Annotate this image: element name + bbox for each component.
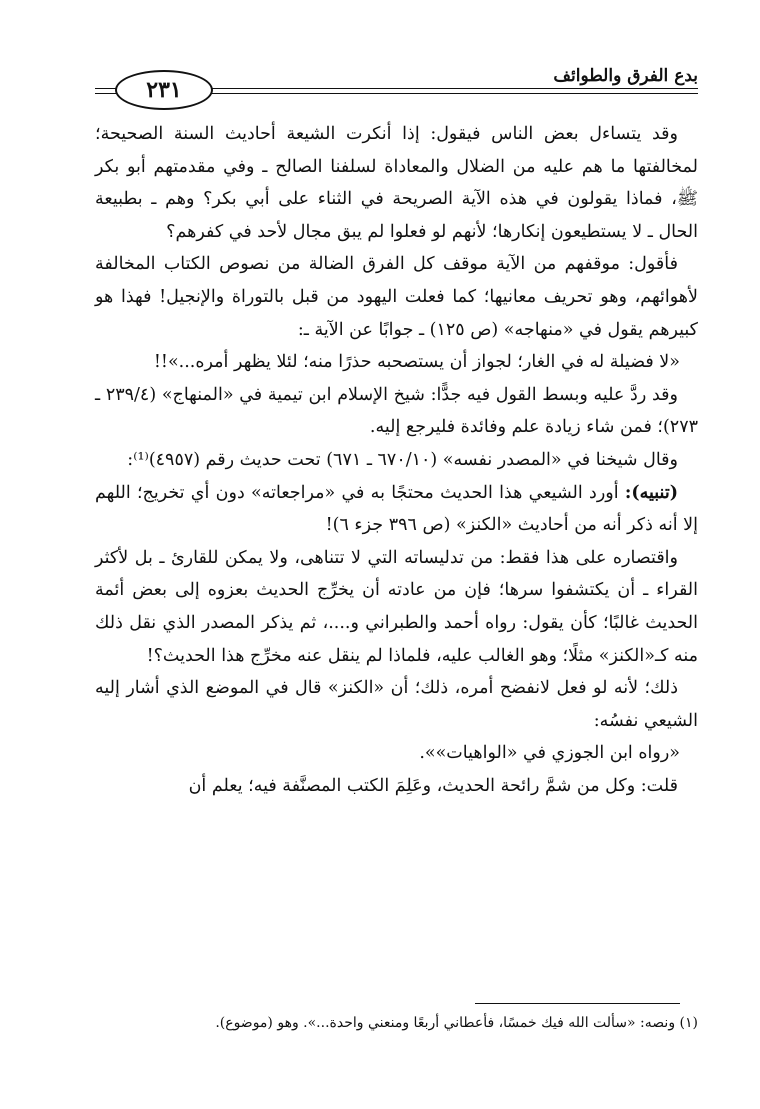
footnote-separator <box>475 1003 680 1004</box>
paragraph: وقد ردَّ عليه وبسط القول فيه جدًّا: شيخ الإسلام ابن تيمية في «المنهاج» (٢٣٩/٤ ـ ٢٧٣)؛ فمن شاء زيادة علم وفائدة فليرجع إليه. <box>95 384 698 438</box>
page-number-badge <box>115 70 213 110</box>
footnote: (١) ونصه: «سألت الله فيك خمسًا، فأعطاني أربعًا ومنعني واحدة...». وهو (موضوع). <box>215 1015 698 1031</box>
running-title: بدع الفرق والطوائف <box>553 66 698 86</box>
body-text <box>95 118 698 802</box>
paragraph: وقد يتساءل بعض الناس فيقول: إذا أنكرت الشيعة أحاديث السنة الصحيحة؛ لمخالفتها ما هم عليه من الضلال والمعاداة لسلفنا الصالح ـ وفي مقدمتهم أبو بكر ﷺ، فماذا يقولون في هذه الآية الصريحة في الثناء على أبي بكر؟ وهم ـ بطبيعة الحال ـ لا يستطيعون إنكارها؛ لأنهم لو فعلوا لم يبق مجال لأحد في كفرهم؟ <box>95 124 698 242</box>
paragraph: ذلك؛ لأنه لو فعل لانفضح أمره، ذلك؛ أن «الكنز» قال في الموضع الذي أشار إليه الشيعي نفسُه: <box>95 678 698 731</box>
tanbih-text: أورد الشيعي هذا الحديث محتجًا به في «مراجعاته» دون أي تخريج؛ اللهم إلا أنه ذكر أنه من أحاديث «الكنز» (ص ٣٩٦ جزء ٦)! <box>95 482 698 536</box>
paragraph: واقتصاره على هذا فقط: من تدليساته التي لا تتناهى، ولا يمكن للقارئ ـ بل لأكثر القراء ـ أن يكتشفوا سرها؛ فإن من عادته أن يخرِّج الحديث بعزوه إلى بعض أئمة الحديث غالبًا؛ كأن يقول: رواه أحمد والطبراني و....، ثم يذكر المصدر الذي نقل ذلك منه كـ«الكنز» مثلًا؛ وهو الغالب عليه، فلماذا لم ينقل عنه مخرِّج هذا الحديث؟! <box>95 547 698 666</box>
quoted-paragraph: «لا فضيلة له في الغار؛ لجواز أن يستصحبه حذرًا منه؛ لئلا يظهر أمره...»!! <box>153 352 680 373</box>
paragraph: فأقول: موقفهم من الآية موقف كل الفرق الضالة من نصوص الكتاب المخالفة لأهوائهم، وهو تحريف معانيها؛ كما فعلت اليهود من قبل بالتوراة والإنجيل! فهذا هو كبيرهم يقول في «منهاجه» (ص ١٢٥) ـ جوابًا عن الآية ـ: <box>95 254 698 340</box>
page-number: ٢٣١ <box>146 77 182 103</box>
tanbih-label: (تنبيه): <box>624 482 678 503</box>
paragraph: وقال شيخنا في «المصدر نفسه» (٦٧٠/١٠ ـ ٦٧١) تحت حديث رقم (٤٩٥٧)⁽¹⁾: <box>127 449 678 470</box>
page-header <box>95 48 698 103</box>
paragraph: قلت: وكل من شمَّ رائحة الحديث، وعَلِمَ الكتب المصنَّفة فيه؛ يعلم أن <box>188 775 678 796</box>
tanbih-paragraph <box>95 477 698 542</box>
quoted-paragraph: «رواه ابن الجوزي في «الواهيات»». <box>419 743 680 764</box>
